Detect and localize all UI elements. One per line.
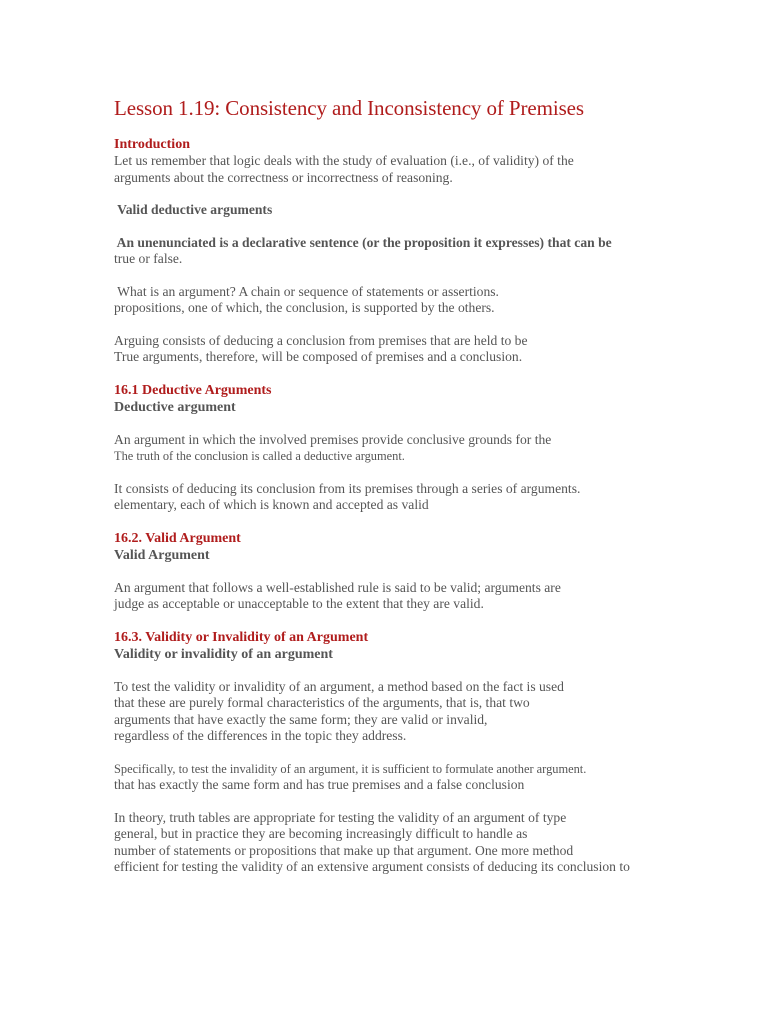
section-16-3-paragraph bbox=[114, 810, 744, 876]
paragraph-line: In theory, truth tables are appropriate for testing the validity of an argument of type bbox=[114, 809, 567, 825]
section-16-3-paragraph bbox=[114, 679, 744, 745]
document-page bbox=[114, 94, 744, 892]
paragraph-line: An argument that follows a well-established rule is said to be valid; arguments are bbox=[114, 579, 561, 595]
intro-paragraph bbox=[114, 153, 744, 186]
paragraph-line: that these are purely formal characteristics of the arguments, that is, that two bbox=[114, 695, 530, 710]
paragraph-line: judge as acceptable or unacceptable to the extent that they are valid. bbox=[114, 596, 484, 611]
argument-line: What is an argument? A chain or sequence of statements or assertions. bbox=[114, 283, 499, 299]
paragraph-line: regardless of the differences in the topic they address. bbox=[114, 728, 407, 743]
intro-line: Let us remember that logic deals with the study of evaluation (i.e., of validity) of the bbox=[114, 153, 574, 168]
paragraph-line: It consists of deducing its conclusion from its premises through a series of arguments. bbox=[114, 480, 581, 496]
paragraph-line: general, but in practice they are becoming increasingly difficult to handle as bbox=[114, 826, 528, 841]
section-16-2-subheading: Valid Argument bbox=[114, 547, 210, 563]
paragraph-line: number of statements or propositions that make up that argument. One more method bbox=[114, 842, 574, 858]
paragraph-line: that has exactly the same form and has true premises and a false conclusion bbox=[114, 777, 525, 792]
section-16-3-heading: 16.3. Validity or Invalidity of an Argument bbox=[114, 629, 369, 645]
section-16-1-paragraph bbox=[114, 481, 744, 514]
arguing-line: Arguing consists of deducing a conclusion from premises that are held to be bbox=[114, 332, 528, 348]
section-16-2-paragraph bbox=[114, 580, 744, 613]
paragraph-line: To test the validity or invalidity of an argument, a method based on the fact is used bbox=[114, 678, 564, 694]
section-16-2-heading: 16.2. Valid Argument bbox=[114, 530, 241, 546]
argument-definition-paragraph bbox=[114, 284, 744, 317]
paragraph-line: The truth of the conclusion is called a deductive argument. bbox=[114, 449, 405, 463]
valid-deductive-heading bbox=[114, 202, 744, 219]
section-16-1-subheading: Deductive argument bbox=[114, 399, 236, 415]
intro-line: arguments about the correctness or incorrectness of reasoning. bbox=[114, 169, 453, 185]
intro-heading: Introduction bbox=[114, 137, 190, 152]
unenunciated-line: true or false. bbox=[114, 251, 183, 266]
paragraph-line: efficient for testing the validity of an extensive argument consists of deducing its conclusion to bbox=[114, 859, 630, 874]
section-16-1-heading: 16.1 Deductive Arguments bbox=[114, 382, 272, 398]
unenunciated-line: An unenunciated is a declarative sentence (or the proposition it expresses) that can be bbox=[114, 234, 612, 250]
section-16-3-subheading: Validity or invalidity of an argument bbox=[114, 646, 333, 662]
valid-deductive-heading-text: Valid deductive arguments bbox=[114, 202, 273, 217]
arguing-line: True arguments, therefore, will be composed of premises and a conclusion. bbox=[114, 349, 523, 364]
argument-line: propositions, one of which, the conclusion, is supported by the others. bbox=[114, 300, 495, 315]
paragraph-line: An argument in which the involved premises provide conclusive grounds for the bbox=[114, 431, 552, 447]
paragraph-line: Specifically, to test the invalidity of an argument, it is sufficient to formulate another argument. bbox=[114, 761, 587, 776]
section-16-3-paragraph bbox=[114, 761, 744, 794]
section-16-1-paragraph bbox=[114, 432, 744, 465]
unenunciated-paragraph bbox=[114, 235, 744, 268]
arguing-paragraph bbox=[114, 333, 744, 366]
paragraph-line: arguments that have exactly the same form; they are valid or invalid, bbox=[114, 711, 488, 727]
page-title: Lesson 1.19: Consistency and Inconsistency of Premises bbox=[114, 96, 584, 120]
paragraph-line: elementary, each of which is known and accepted as valid bbox=[114, 497, 429, 512]
